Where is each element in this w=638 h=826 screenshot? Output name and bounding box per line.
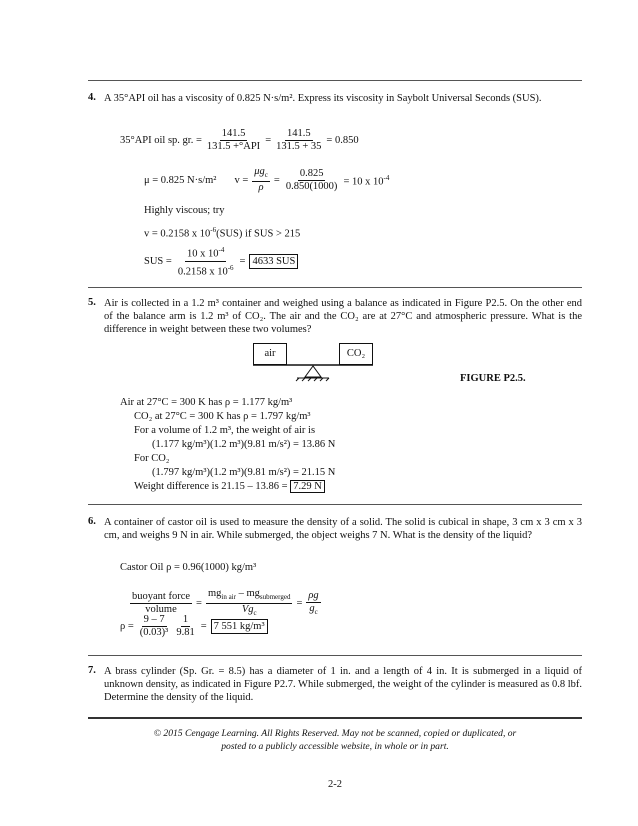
problem-4-text: A 35°API oil has a viscosity of 0.825 N·s/m². Express its viscosity in Saybolt Universal Seconds (SUS). xyxy=(104,93,542,104)
bf-den: volume xyxy=(145,604,177,616)
p5-answer-box: 7.29 N xyxy=(290,480,325,493)
rho-den: g xyxy=(309,602,315,614)
rho-num: ρg xyxy=(308,589,319,601)
rule-4 xyxy=(88,655,582,656)
nu-frac2-den: 0.850(1000) xyxy=(285,180,338,192)
rf1-den: (0.03)³ xyxy=(139,627,169,638)
highly-viscous-note: Highly viscous; try xyxy=(144,205,225,216)
mg-minus-sub: submerged xyxy=(259,593,291,602)
nu-result-exp: -4 xyxy=(383,173,390,182)
sg-result: = 0.850 xyxy=(326,135,359,146)
rf2-den: 9.81 xyxy=(176,627,195,638)
sus-den-exp: -6 xyxy=(227,263,234,272)
buoyant-force-equation: $\frac{\text{buoyant force}}{\text{volume}}$ = $\frac{mg_{in air} - mg_{submerged}}{Vg_c}$ = $\frac{\rho g}{g_c}$ xyxy=(132,588,319,618)
air-container: air xyxy=(253,343,287,365)
problem-5-number: 5. xyxy=(88,297,96,308)
problem-7-text: A brass cylinder (Sp. Gr. = 8.5) has a diameter of 1 in. and a length of 4 in. It is submerged in a liquid of unknown density, as indicated in Figure P2.7. While submerged, the weight of the cylinder is measured as 0.8 lbf. Determine the density of the liquid. xyxy=(104,666,582,704)
figure-p2-5 xyxy=(253,343,373,383)
copyright-line-2: posted to a publicly accessible website, in whole or in part. xyxy=(221,741,449,752)
mg-minus: – mg xyxy=(235,588,260,599)
nu-label: v = xyxy=(234,174,249,186)
bf-num: buoyant force xyxy=(132,591,191,603)
nu-result: = 10 x 10 xyxy=(343,176,384,188)
problem-4-number: 4. xyxy=(88,92,96,103)
nu-frac1-den: ρ xyxy=(258,182,264,194)
kinematic-viscosity-equation: μ = 0.825 N·s/m² v = $\frac{\mu g_c}{\rho}$ = $\frac{0.825}{0.850(1000)}$ = 10 x $10^{-4}$ xyxy=(144,166,390,194)
try-tail: (SUS) if SUS > 215 xyxy=(216,228,301,240)
castor-oil-density: Castor Oil ρ = 0.96(1000) kg/m³ xyxy=(120,562,257,573)
sg-equals: = xyxy=(265,135,272,146)
rule-2 xyxy=(88,287,582,288)
sg-label: 35°API oil sp. gr. = xyxy=(120,135,202,146)
specific-gravity-equation xyxy=(120,128,359,153)
weight-difference-label: Weight difference is 21.15 – 13.86 = xyxy=(134,481,288,492)
density-result-equation: ρ = $\frac{9 - 7}{\text{(0.03)³}}$ $\frac{1}{9.81}$ = 7 551 kg/m³ xyxy=(120,614,268,639)
sus-result-equation: SUS = $\frac{10 x 10^{-4}}{0.2158 x 10^{-6}}$ = 4633 SUS xyxy=(144,244,298,278)
try-exp: -6 xyxy=(210,226,217,234)
mu-value: μ = 0.825 N·s/m² xyxy=(144,174,217,186)
sus-answer-box: 4633 SUS xyxy=(249,254,298,269)
mg-num: mg xyxy=(207,588,222,599)
sg-frac2-num: 141.5 xyxy=(286,128,311,139)
copyright-notice xyxy=(88,727,582,753)
mg-num-sub: in air xyxy=(221,593,236,602)
sg-frac1-num: 141.5 xyxy=(221,128,246,139)
try-eq: v = 0.2158 x 10 xyxy=(144,228,211,240)
p5-line-6: (1.797 kg/m³)(1.2 m³)(9.81 m/s²) = 21.15 N xyxy=(152,467,336,478)
problem-5-text: Air is collected in a 1.2 m³ container and weighed using a balance as indicated in Figure P2.5. On the other end of the balance arm is 1.2 m³ of CO₂. The air and the CO₂ are at 27°C and atmospheric pressure. What is the difference in weight between these two volumes? xyxy=(104,298,582,336)
bf-equals: = xyxy=(196,598,202,610)
mg-den: Vg xyxy=(241,604,254,616)
sg-frac2-den: 131.5 + 35 xyxy=(276,141,322,152)
sus-num: 10 x 10 xyxy=(187,248,219,260)
p5-line-5: For CO₂ xyxy=(134,453,170,464)
sus-den: 0.2158 x 10 xyxy=(177,266,228,277)
rf2-num: 1 xyxy=(182,614,189,625)
sg-frac1-den: 131.5 +°API xyxy=(206,141,261,152)
p5-line-7 xyxy=(134,480,325,493)
problem-6-text: A container of castor oil is used to measure the density of a solid. The solid is cubical in shape, 3 cm x 3 cm x 3 cm, and weighs 9 N in air. While submerged, the object weighs 7 N. What is the density of the liquid? xyxy=(104,517,582,542)
rule-3 xyxy=(88,504,582,505)
copyright-line-1: © 2015 Cengage Learning. All Rights Reserved. May not be scanned, copied or duplicated, or xyxy=(153,728,517,739)
top-rule xyxy=(88,80,582,81)
rho-label: ρ = xyxy=(120,621,134,632)
nu-frac1-num-sub: c xyxy=(264,171,268,180)
nu-frac1-num: μg xyxy=(254,166,265,177)
mg-den-sub: c xyxy=(253,609,257,618)
sus-trial-equation xyxy=(144,224,300,241)
rf1-num: 9 – 7 xyxy=(143,614,165,625)
balance-arm-icon xyxy=(253,363,373,383)
nu-frac2-num: 0.825 xyxy=(299,167,324,179)
figure-caption: FIGURE P2.5. xyxy=(460,373,526,384)
p5-line-2: CO₂ at 27°C = 300 K has ρ = 1.797 kg/m³ xyxy=(134,411,311,422)
problem-7-number: 7. xyxy=(88,665,96,676)
rho-den-sub: c xyxy=(314,607,318,616)
sus-label: SUS = xyxy=(144,255,172,267)
p6-answer-box: 7 551 kg/m³ xyxy=(211,619,268,634)
sus-num-exp: -4 xyxy=(218,246,225,254)
problem-6-number: 6. xyxy=(88,516,96,527)
page-number: 2-2 xyxy=(328,779,342,790)
footer-rule xyxy=(88,717,582,719)
p5-line-1: Air at 27°C = 300 K has ρ = 1.177 kg/m³ xyxy=(120,397,293,408)
co2-container: CO₂ xyxy=(339,343,373,365)
p5-line-4: (1.177 kg/m³)(1.2 m³)(9.81 m/s²) = 13.86 N xyxy=(152,439,336,450)
p5-line-3: For a volume of 1.2 m³, the weight of air is xyxy=(134,425,316,436)
